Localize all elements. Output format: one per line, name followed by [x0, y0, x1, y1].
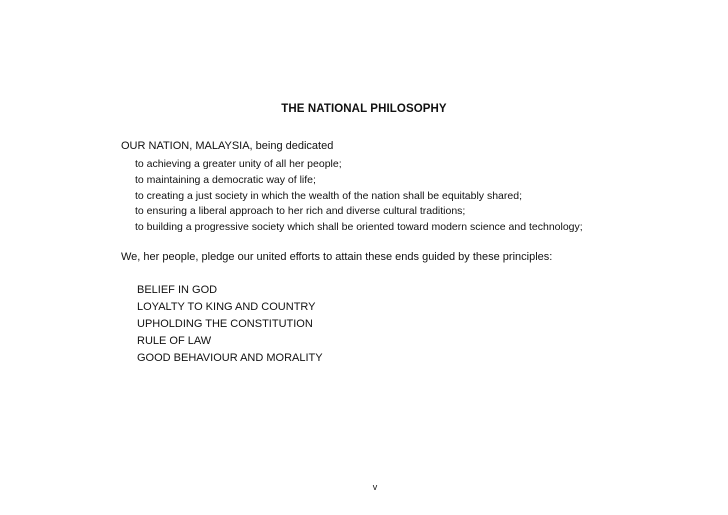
principle-item: BELIEF IN GOD: [137, 284, 218, 296]
principle-item: RULE OF LAW: [137, 335, 212, 347]
aim-item: to creating a just society in which the wealth of the nation shall be equitably shared;: [135, 189, 522, 202]
aim-item: to achieving a greater unity of all her people;: [135, 158, 342, 170]
principles-list: [137, 282, 323, 367]
aims-list: [135, 157, 583, 236]
principle-item: GOOD BEHAVIOUR AND MORALITY: [137, 352, 323, 364]
pledge-paragraph: We, her people, pledge our united efforts to attain these ends guided by these principles:: [121, 251, 553, 263]
page-number: v: [372, 482, 378, 492]
page-title: THE NATIONAL PHILOSOPHY: [281, 103, 447, 115]
intro-paragraph: OUR NATION, MALAYSIA, being dedicated: [121, 140, 334, 152]
principle-item: UPHOLDING THE CONSTITUTION: [137, 318, 313, 330]
aim-item: to ensuring a liberal approach to her rich and diverse cultural traditions;: [135, 205, 466, 218]
aim-item: to building a progressive society which shall be oriented toward modern science and technology;: [135, 221, 583, 234]
aim-item: to maintaining a democratic way of life;: [135, 173, 316, 186]
principle-item: LOYALTY TO KING AND COUNTRY: [137, 301, 316, 313]
